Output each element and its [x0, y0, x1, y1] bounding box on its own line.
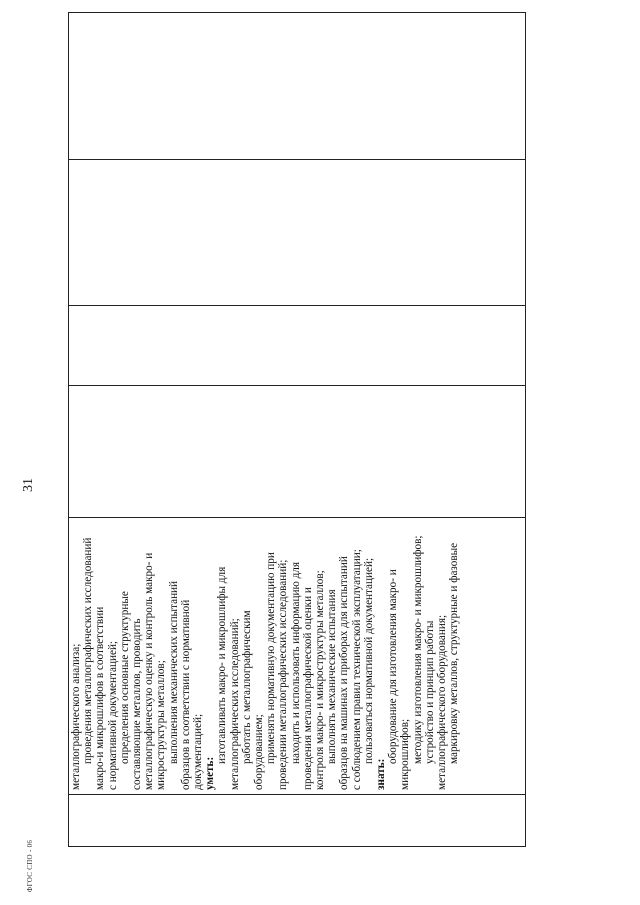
description-line: с соблюдением правил технической эксплуатации; — [350, 549, 363, 790]
description-line: знать: — [375, 758, 388, 790]
description-line: методику изготовления макро- и микрошлифов; — [411, 535, 424, 764]
description-line: применять нормативную документацию при — [265, 552, 278, 764]
description-line: составляющие металлов, проводить — [131, 618, 144, 790]
description-line: проведения металлографических исследований — [82, 537, 95, 764]
description-line: проведении металлографических исследований; — [277, 559, 290, 790]
description-line: документацией; — [192, 713, 205, 790]
description-line: оборудованием; — [253, 714, 266, 790]
description-line: работать с металлографическим — [240, 610, 253, 764]
description-line: макро-и микрошлифов в соответствии — [94, 606, 107, 790]
page-number: 31 — [21, 478, 36, 492]
description-line: определения основные структурные — [118, 591, 131, 764]
description-line: проведения металлографической оценки и — [301, 587, 314, 790]
description-line: оборудование для изготовления макро- и — [387, 569, 400, 764]
description-line: выполнения механических испытаний — [167, 580, 180, 764]
table-column-6 — [68, 12, 526, 159]
description-line: образцов на машинах и приборах для испытаний — [338, 556, 351, 790]
description-line: металлографического оборудования; — [436, 614, 449, 790]
description-line: с нормативной документацией; — [106, 640, 119, 790]
table-column-4 — [68, 305, 526, 385]
description-line: металлографического анализа; — [70, 643, 82, 790]
description-line: устройство и принцип работы — [423, 620, 436, 764]
description-line: маркировку металлов, структурные и фазовые — [448, 542, 461, 764]
description-line: образцов в соответствии с нормативной — [179, 599, 192, 790]
description-line: металлографическую оценку и контроль макро- и — [143, 552, 156, 790]
table-column-description — [68, 517, 526, 794]
description-line: пользоваться нормативной документацией; — [362, 557, 375, 764]
description-cell — [70, 520, 461, 790]
document-footer: ФГОС СПО - 06 — [26, 839, 35, 893]
description-line: выполнять механические испытания — [326, 589, 339, 764]
content-table — [68, 12, 526, 847]
table-column-3 — [68, 385, 526, 517]
table-column-index — [68, 794, 526, 847]
description-line: уметь: — [204, 756, 217, 790]
description-line: находить и использовать информацию для — [289, 561, 302, 764]
description-line: микрошлифов; — [399, 718, 412, 790]
description-line: микроструктуры металлов; — [155, 660, 168, 790]
table-column-5 — [68, 159, 526, 305]
description-line: контроля макро- и микроструктуры металлов; — [314, 570, 327, 790]
description-line: изготавливать макро- и микрошлифы для — [216, 566, 229, 764]
description-line: металлографических исследований; — [228, 618, 241, 790]
